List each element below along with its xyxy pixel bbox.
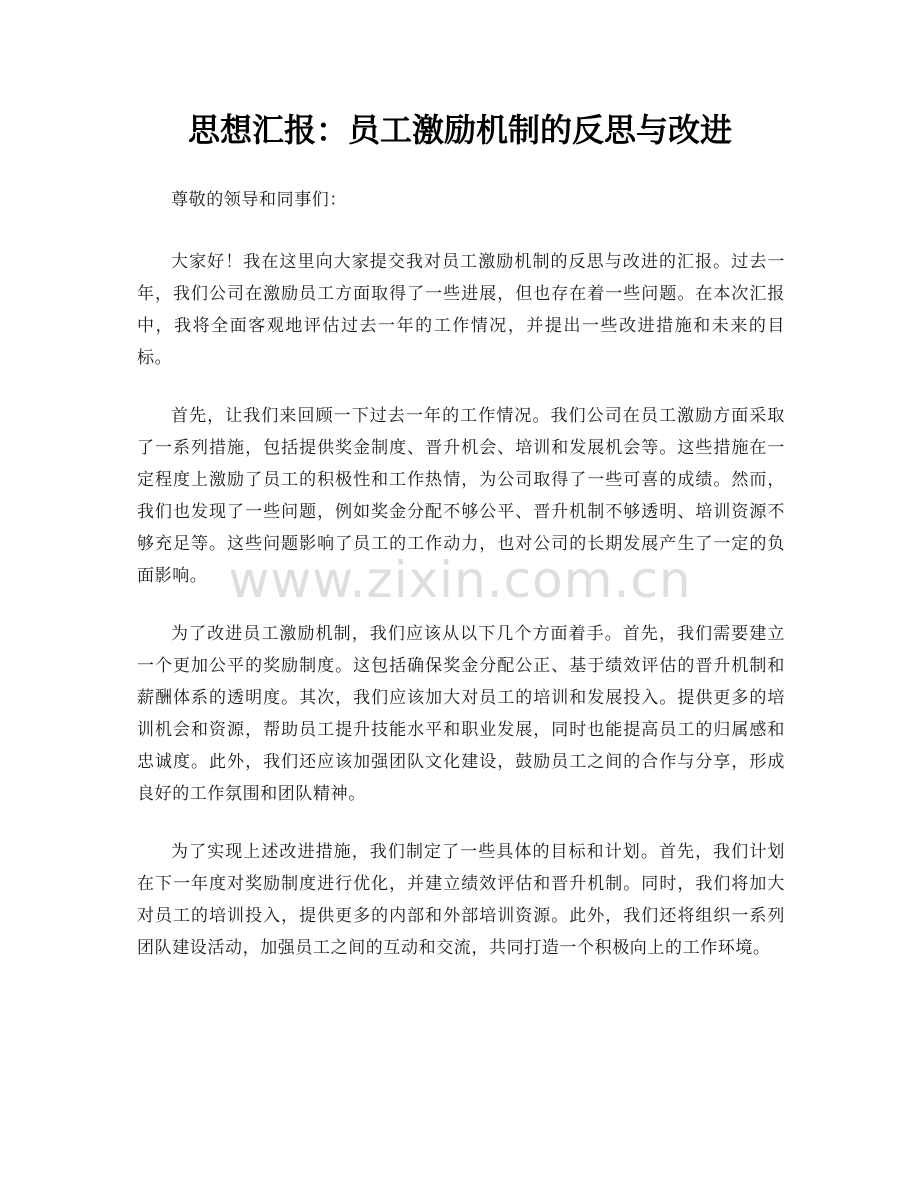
- paragraph-intro: 大家好！我在这里向大家提交我对员工激励机制的反思与改进的汇报。过去一年，我们公司在激励员工方面取得了一些进展，但也存在着一些问题。在本次汇报中，我将全面客观地评估过去一年的工作情况，并提出一些改进措施和未来的目标。: [137, 252, 785, 368]
- document-title: 思想汇报：员工激励机制的反思与改进: [187, 111, 732, 149]
- watermark: www.zixin.com.cn: [228, 551, 692, 609]
- paragraph-improvements: 为了改进员工激励机制，我们应该从以下几个方面着手。首先，我们需要建立一个更加公平的奖励制度。这包括确保奖金分配公正、基于绩效评估的晋升机制和薪酬体系的透明度。其次，我们应该加大对员工的培训和发展投入。提供更多的培训机会和资源，帮助员工提升技能水平和职业发展，同时也能提高员工的归属感和忠诚度。此外，我们还应该加强团队文化建设，鼓励员工之间的合作与分享，形成良好的工作氛围和团队精神。: [137, 624, 785, 804]
- document-body: [137, 184, 785, 990]
- paragraph-review: 首先，让我们来回顾一下过去一年的工作情况。我们公司在员工激励方面采取了一系列措施，包括提供奖金制度、晋升机会、培训和发展机会等。这些措施在一定程度上激励了员工的积极性和工作热情，为公司取得了一些可喜的成绩。然而，我们也发现了一些问题，例如奖金分配不够公平、晋升机制不够透明、培训资源不够充足等。这些问题影响了员工的工作动力，也对公司的长期发展产生了一定的负面影响。: [137, 406, 785, 586]
- salutation: 尊敬的领导和同事们：: [171, 190, 347, 210]
- paragraph-goals: 为了实现上述改进措施，我们制定了一些具体的目标和计划。首先，我们计划在下一年度对奖励制度进行优化，并建立绩效评估和晋升机制。同时，我们将加大对员工的培训投入，提供更多的内部和外部培训资源。此外，我们还将组织一系列团队建设活动，加强员工之间的互动和交流，共同打造一个积极向上的工作环境。: [137, 842, 785, 958]
